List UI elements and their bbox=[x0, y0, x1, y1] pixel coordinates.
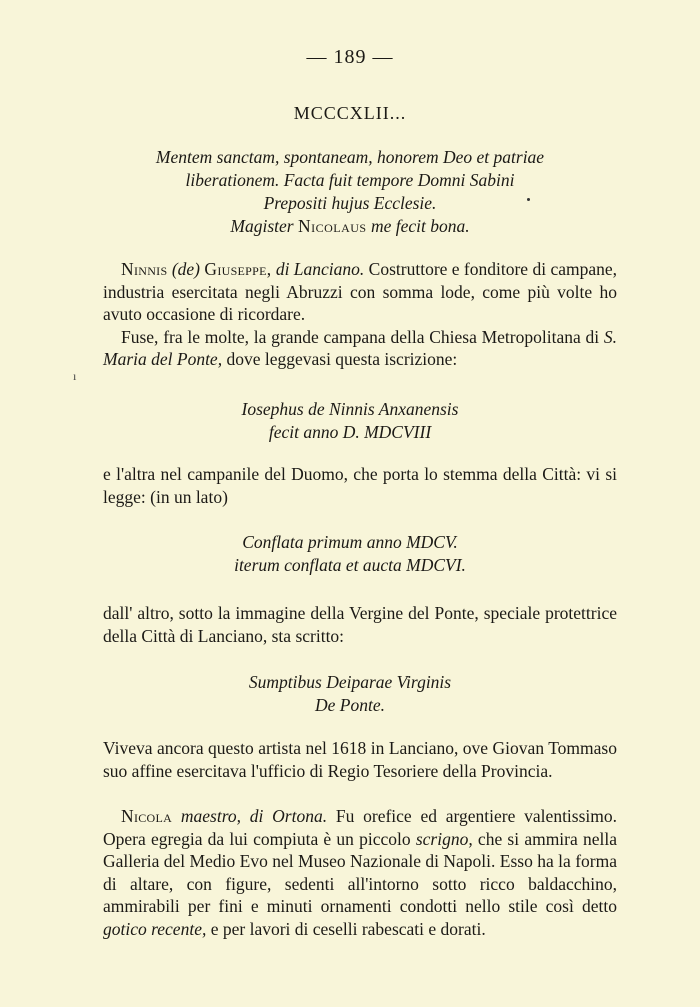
paragraph: Viveva ancora questo artista nel 1618 in Lanciano, ove Giovan Tommaso suo affine esercitava l'ufficio di Regio Tesoriere della Provincia. bbox=[103, 738, 617, 781]
entry-name: Nicola bbox=[121, 806, 173, 826]
inscription-line: Sumptibus Deiparae Virginis bbox=[248, 672, 452, 692]
margin-mark: ı bbox=[73, 369, 77, 383]
inscription-line: De Ponte. bbox=[315, 695, 385, 715]
inscription-line: Conflata primum anno MDCV. bbox=[242, 532, 458, 552]
page-number: — 189 — bbox=[306, 46, 394, 68]
entry-nicola: Nicola maestro, di Ortona. Fu orefice ed argentiere valentissimo. Opera egregia da lui compiuta è un piccolo scrigno, che si ammira nella Galleria del Medio Evo nel Museo Nazionale di Napoli. Esso ha la forma di altare, con figure, sedenti all'intorno sotto ricco baldacchino, ammirabili per fini e minuti ornamenti condotti nello stile così detto gotico recente, e per lavori di ceselli rabescati e dorati. bbox=[103, 806, 618, 939]
inscription-line: Magister Nicolaus me fecit bona. bbox=[230, 216, 470, 236]
ink-speck bbox=[527, 198, 530, 201]
paragraph: e l'altra nel campanile del Duomo, che porta lo stemma della Città: vi si legge: (in un lato) bbox=[103, 464, 617, 507]
inscription-line: iterum conflata et aucta MDCVI. bbox=[234, 555, 466, 575]
inscription-line: fecit anno D. MDCVIII bbox=[268, 422, 432, 442]
inscription-line: liberationem. Facta fuit tempore Domni Sabini bbox=[185, 170, 515, 190]
inscription-line: Mentem sanctam, spontaneam, honorem Deo et patriae bbox=[155, 147, 545, 167]
year-heading: MCCCXLII... bbox=[293, 103, 407, 123]
entry-name: Ninnis bbox=[121, 259, 168, 279]
inscription-line: Iosephus de Ninnis Anxanensis bbox=[241, 399, 459, 419]
paragraph: dall' altro, sotto la immagine della Vergine del Ponte, speciale protettrice della Città di Lanciano, sta scritto: bbox=[103, 603, 617, 646]
inscription-line: Prepositi hujus Ecclesie. bbox=[263, 193, 437, 213]
entry-ninnis: Ninnis (de) Giuseppe, di Lanciano. Costruttore e fonditore di campane, industria esercitata negli Abruzzi con somma lode, come più volte ho avuto occasione di ricordare. Fuse, fra le molte, la grande campana della Chiesa Metropolitana di S. Maria del Ponte, dove leggevasi questa iscrizione: bbox=[103, 259, 617, 369]
